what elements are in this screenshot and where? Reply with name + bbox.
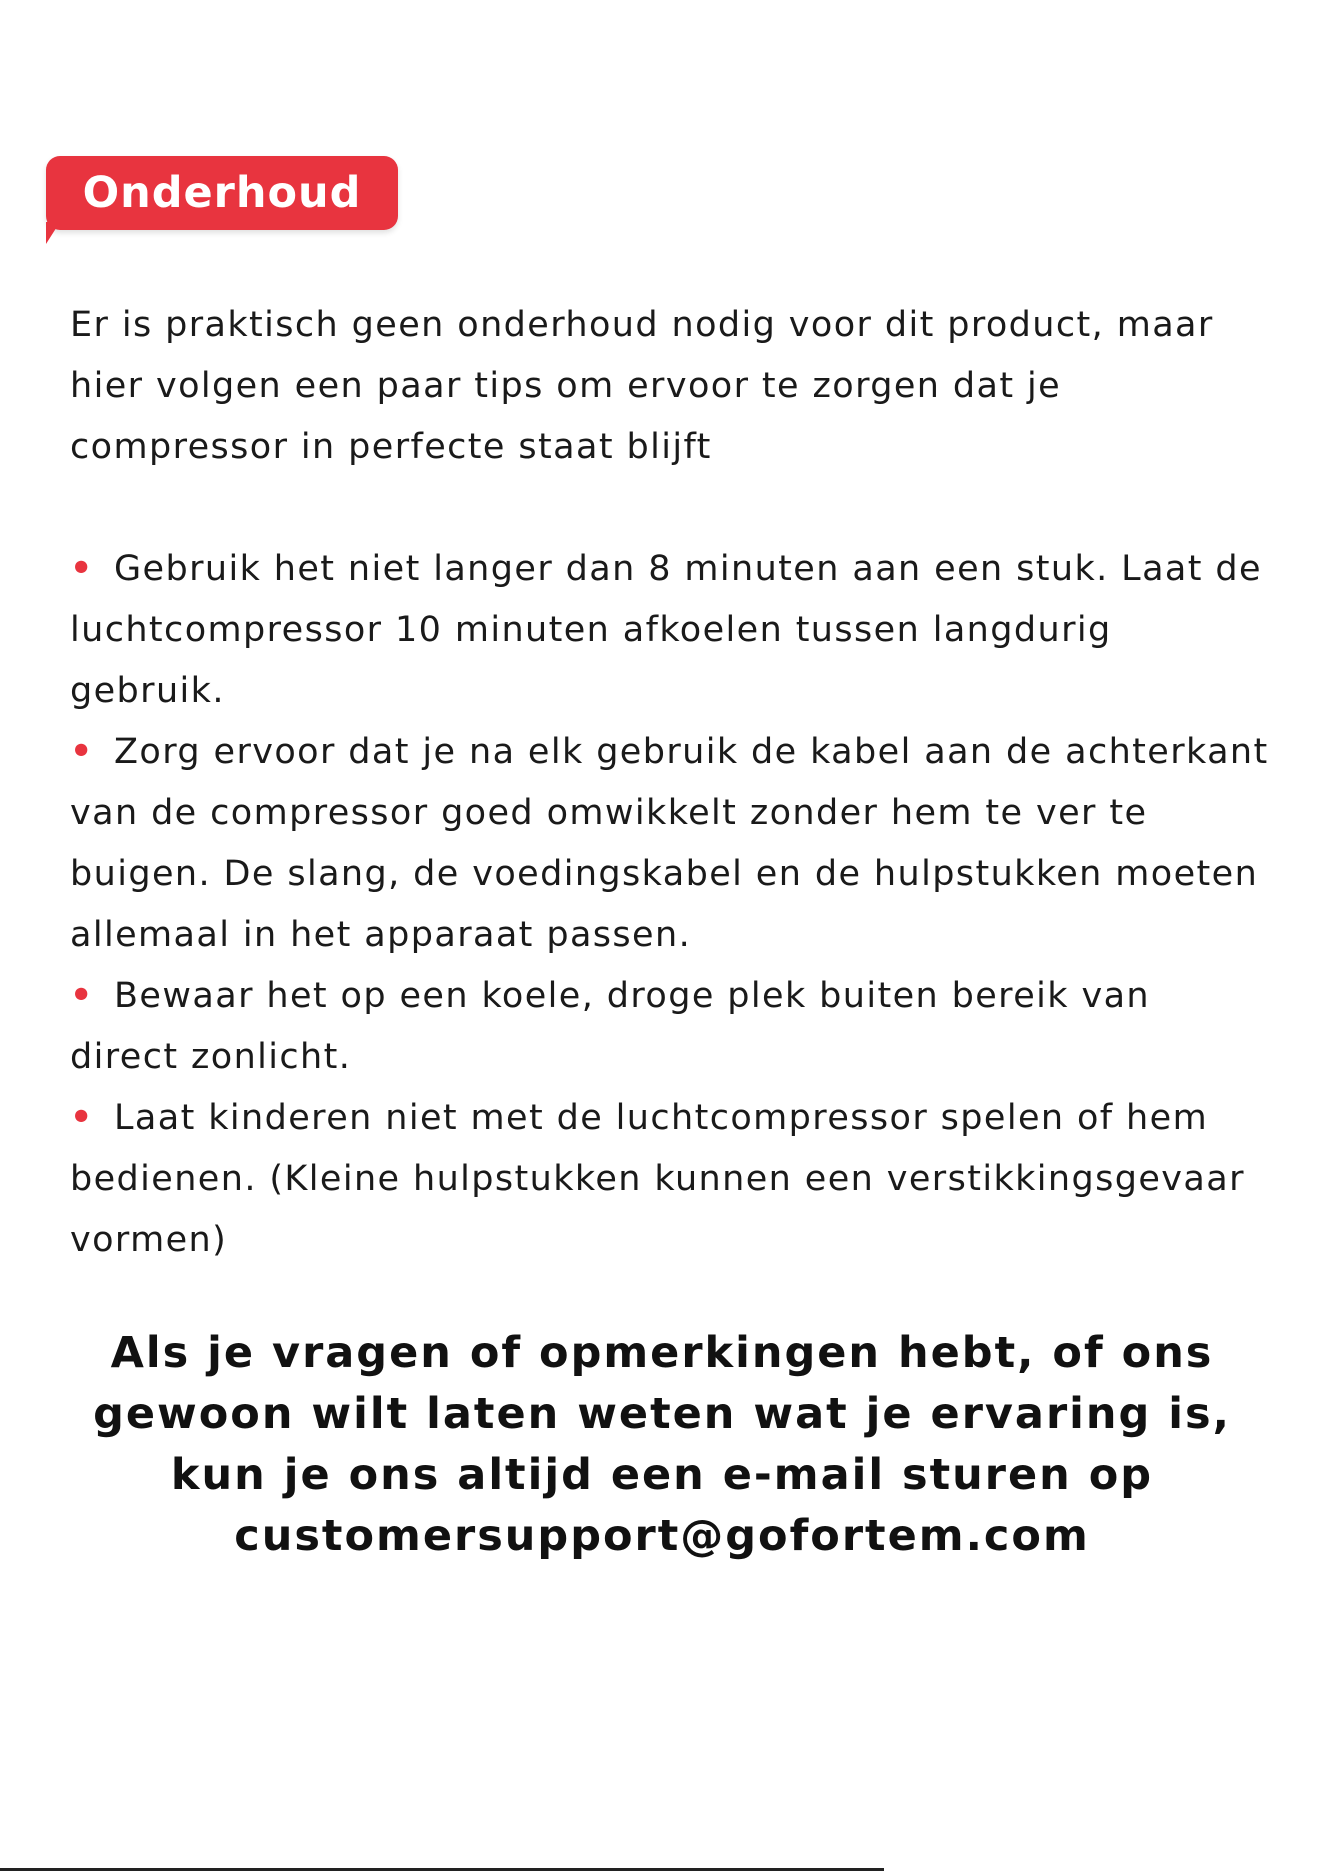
bullet-icon: •	[70, 732, 94, 772]
contact-message: Als je vragen of opmerkingen hebt, of ons gewoon wilt laten weten wat je ervaring is, kun je ons altijd een e-mail sturen op	[93, 1328, 1231, 1500]
bullet-icon: •	[70, 976, 94, 1016]
contact-block	[50, 1323, 1274, 1567]
tip-text: Zorg ervoor dat je na elk gebruik de kabel aan de achterkant van de compressor goed omwikkelt zonder hem te ver te buigen. De slang, de voedingskabel en de hulpstukken moeten allemaal in het apparaat passen.	[70, 732, 1269, 955]
tip-text: Gebruik het niet langer dan 8 minuten aan een stuk. Laat de luchtcompressor 10 minuten afkoelen tussen langdurig gebruik.	[70, 549, 1262, 711]
bullet-icon: •	[70, 549, 94, 589]
tip-item	[70, 966, 1270, 1088]
intro-paragraph: Er is praktisch geen onderhoud nodig voor dit product, maar hier volgen een paar tips om ervoor te zorgen dat je compressor in perfecte staat blijft	[70, 305, 1214, 467]
section-header-tail	[46, 222, 60, 244]
tip-item	[70, 722, 1270, 966]
section-title: Onderhoud	[82, 168, 362, 218]
tip-text: Laat kinderen niet met de luchtcompressor spelen of hem bedienen. (Kleine hulpstukken kunnen een verstikkingsgevaar vormen)	[70, 1098, 1245, 1260]
maintenance-content	[70, 295, 1270, 1271]
tips-list	[70, 539, 1270, 1271]
bottom-divider	[0, 1868, 884, 1871]
contact-email[interactable]: customersupport@gofortem.com	[234, 1511, 1090, 1561]
tip-item	[70, 1088, 1270, 1271]
bullet-icon: •	[70, 1098, 94, 1138]
tip-item	[70, 539, 1270, 722]
tip-text: Bewaar het op een koele, droge plek buiten bereik van direct zonlicht.	[70, 976, 1150, 1077]
section-header-tab	[46, 156, 398, 230]
